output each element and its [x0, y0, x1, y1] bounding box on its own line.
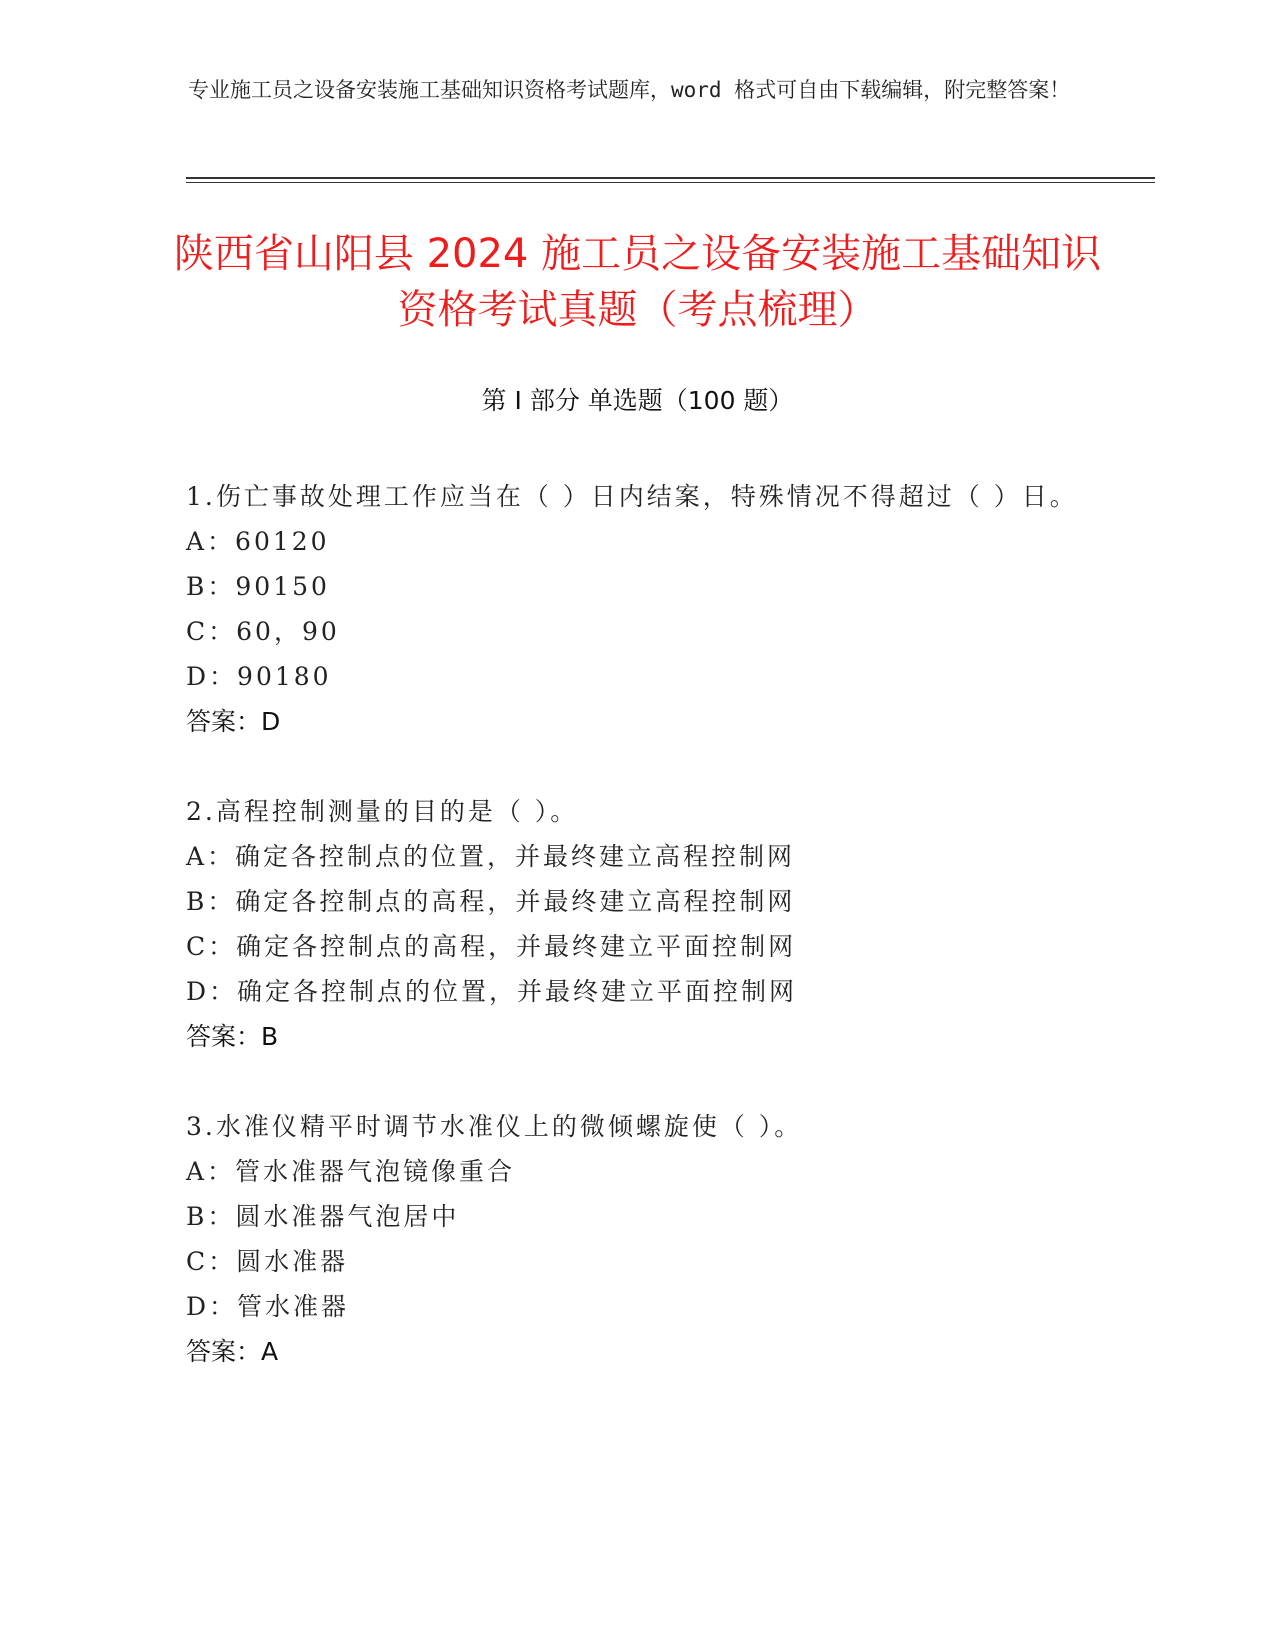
answer: 答案：A	[186, 1337, 279, 1366]
header-divider-thick	[186, 177, 1155, 179]
question-2	[186, 789, 1086, 1059]
question-text: 1.伤亡事故处理工作应当在（ ）日内结案，特殊情况不得超过（ ）日。	[186, 482, 1078, 511]
question-text: 2.高程控制测量的目的是（ ）。	[186, 797, 579, 826]
question-text: 3.水准仪精平时调节水准仪上的微倾螺旋使（ ）。	[186, 1112, 803, 1141]
option-d: D：90180	[186, 662, 332, 691]
answer: 答案：B	[186, 1022, 279, 1051]
header-note: 专业施工员之设备安装施工基础知识资格考试题库，word 格式可自由下载编辑，附完整答案！	[188, 78, 1071, 102]
header-divider-thin	[186, 182, 1155, 183]
option-c: C：圆水准器	[186, 1247, 349, 1276]
answer: 答案：D	[186, 707, 281, 736]
option-d: D：管水准器	[186, 1292, 350, 1321]
document-title: 陕西省山阳县 2024 施工员之设备安装施工基础知识资格考试真题（考点梳理）	[173, 231, 1102, 333]
question-3	[186, 1104, 1086, 1374]
option-a: A：确定各控制点的位置，并最终建立高程控制网	[186, 842, 796, 871]
option-a: A：管水准器气泡镜像重合	[186, 1157, 516, 1186]
option-d: D：确定各控制点的位置，并最终建立平面控制网	[186, 977, 798, 1006]
option-a: A：60120	[186, 527, 330, 556]
question-list	[186, 474, 1086, 1419]
question-1	[186, 474, 1086, 744]
option-c: C：确定各控制点的高程，并最终建立平面控制网	[186, 932, 797, 961]
option-b: B：圆水准器气泡居中	[186, 1202, 460, 1231]
option-b: B：确定各控制点的高程，并最终建立高程控制网	[186, 887, 796, 916]
section-title: 第 I 部分 单选题（100 题）	[481, 386, 794, 415]
option-b: B：90150	[186, 572, 330, 601]
option-c: C：60，90	[186, 617, 340, 646]
